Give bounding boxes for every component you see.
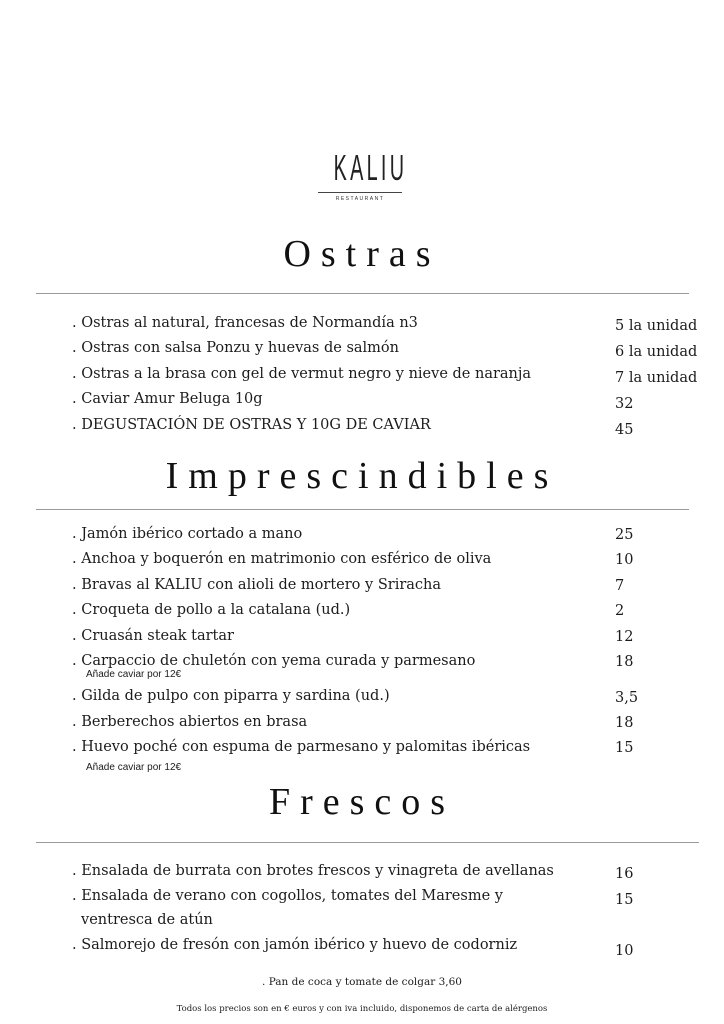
menu-item-price: 15 xyxy=(615,892,634,908)
menu-item: . Cruasán steak tartar xyxy=(72,628,234,644)
menu-item: . Bravas al KALIU con alioli de mortero y Sriracha xyxy=(72,577,442,593)
menu-item-price: 32 xyxy=(615,396,634,412)
menu-item-price: 18 xyxy=(615,715,634,731)
menu-item: . Salmorejo de fresón con jamón ibérico y huevo de codorniz xyxy=(72,937,518,953)
menu-item-note: Añade caviar por 12€ xyxy=(86,669,182,680)
menu-item-note: Añade caviar por 12€ xyxy=(86,762,182,773)
menu-item: . Jamón ibérico cortado a mano xyxy=(72,526,303,542)
menu-item-price: 10 xyxy=(615,552,634,568)
bread-note: . Pan de coca y tomate de colgar 3,60 xyxy=(262,976,462,988)
menu-item-continuation: ventresca de atún xyxy=(81,912,213,928)
menu-item: . Carpaccio de chuletón con yema curada y parmesano xyxy=(72,653,476,669)
menu-item: . Gilda de pulpo con piparra y sardina (ud.) xyxy=(72,688,390,704)
section-divider xyxy=(36,842,699,843)
menu-item: . Ostras a la brasa con gel de vermut negro y nieve de naranja xyxy=(72,366,532,382)
logo-subtitle: RESTAURANT xyxy=(335,196,385,202)
logo-divider xyxy=(318,192,402,193)
legal-note: Todos los precios son en € euros y con iva incluido, disponemos de carta de alérgenos xyxy=(176,1004,548,1014)
menu-item: . DEGUSTACIÓN DE OSTRAS Y 10G DE CAVIAR xyxy=(72,417,431,433)
menu-item: . Croqueta de pollo a la catalana (ud.) xyxy=(72,602,351,618)
logo-wordmark: KALIU xyxy=(333,147,408,188)
menu-item-price: 3,5 xyxy=(615,690,639,706)
menu-item-price: 25 xyxy=(615,527,634,543)
menu-item-price: 18 xyxy=(615,654,634,670)
section-divider xyxy=(36,509,689,510)
menu-item: . Ostras con salsa Ponzu y huevas de salmón xyxy=(72,340,400,356)
restaurant-logo xyxy=(312,148,408,202)
menu-item-price: 12 xyxy=(615,629,634,645)
menu-item: . Ensalada de burrata con brotes frescos y vinagreta de avellanas xyxy=(72,863,554,879)
menu-item: . Anchoa y boquerón en matrimonio con esférico de oliva xyxy=(72,551,492,567)
menu-item-price: 15 xyxy=(615,740,634,756)
menu-item: . Ostras al natural, francesas de Normandía n3 xyxy=(72,315,418,331)
menu-item: . Berberechos abiertos en brasa xyxy=(72,714,308,730)
menu-item-price: 7 la unidad xyxy=(615,370,698,386)
menu-item-price: 10 xyxy=(615,943,634,959)
menu-item: . Caviar Amur Beluga 10g xyxy=(72,391,263,407)
menu-item: . Huevo poché con espuma de parmesano y palomitas ibéricas xyxy=(72,739,531,755)
section-title-ostras: Ostras xyxy=(283,233,441,275)
section-title-frescos: Frescos xyxy=(268,781,456,823)
menu-item-price: 2 xyxy=(615,603,625,619)
menu-item: . Ensalada de verano con cogollos, tomates del Maresme y xyxy=(72,888,503,904)
section-title-imprescindibles: Imprescindibles xyxy=(165,455,559,497)
menu-item-price: 5 la unidad xyxy=(615,318,698,334)
menu-item-price: 7 xyxy=(615,578,625,594)
section-divider xyxy=(36,293,689,294)
menu-item-price: 6 la unidad xyxy=(615,344,698,360)
menu-item-price: 45 xyxy=(615,422,634,438)
menu-item-price: 16 xyxy=(615,866,634,882)
